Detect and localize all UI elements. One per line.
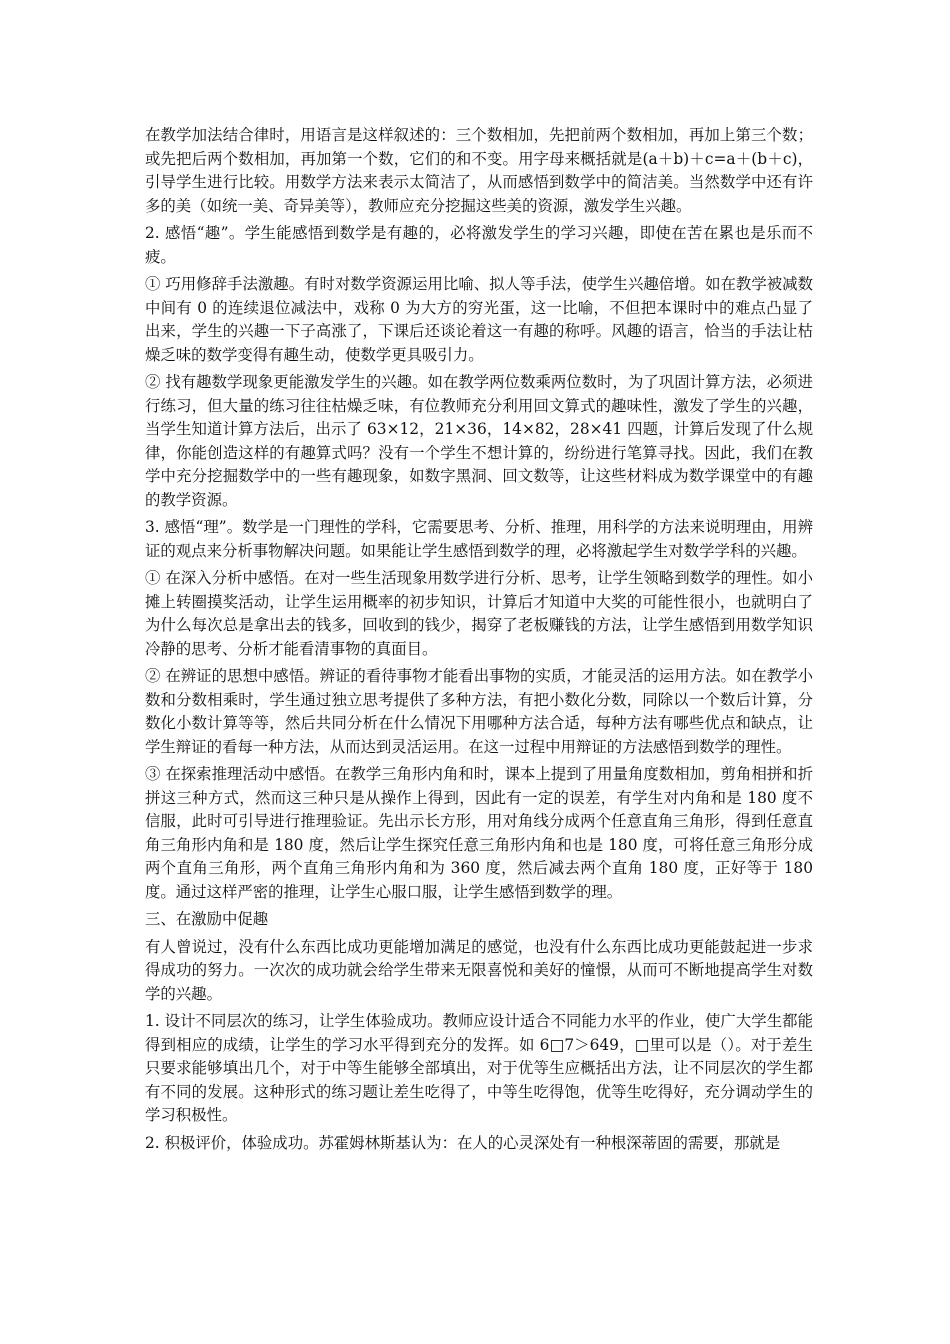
paragraph: ① 在深入分析中感悟。在对一些生活现象用数学进行分析、思考，让学生领略到数学的理性。如小摊上转圈摸奖活动，让学生运用概率的初步知识，计算后才知道中大奖的可能性很小，也就明白了为什么每次总是拿出去的钱多，回收到的钱少，揭穿了老板赚钱的方法，让学生感悟到用数学知识冷静的思考、分析才能看清事物的真面目。 xyxy=(145,569,813,658)
paragraph: 2. 积极评价，体验成功。苏霍姆林斯基认为：在人的心灵深处有一种根深蒂固的需要，那就是 xyxy=(145,1133,781,1152)
paragraph: 1. 设计不同层次的练习，让学生体验成功。教师应设计适合不同能力水平的作业，使广大学生都能得到相应的成绩，让学生的学习水平得到充分的发挥。如 6□7＞649，□里可以是（）。对于差生只要求能够填出几个，对于中等生能够全部填出，对于优等生应概括出方法，让不同层次的学生都有不同的发展。这种形式的练习题让差生吃得了，中等生吃得饱，优等生吃得好，充分调动学生的学习积极性。 xyxy=(145,1012,813,1124)
paragraph: ③ 在探索推理活动中感悟。在教学三角形内角和时，课本上提到了用量角度数相加，剪角相拼和折拼这三种方式，然而这三种只是从操作上得到，因此有一定的误差，有学生对内角和是 180 度不信服，此时可引导进行推理验证。先出示长方形，用对角线分成两个任意直角三角形，得到任意直角三角形内角和是 180 度，然后让学生探究任意三角形内角和也是 180 度，可将任意三角形分成两个直角三角形，两个直角三角形内角和为 360 度，然后减去两个直角 180 度，正好等于 180 度。通过这样严密的推理，让学生心服口服，让学生感悟到数学的理。 xyxy=(145,765,813,901)
paragraph: 有人曾说过，没有什么东西比成功更能增加满足的感觉，也没有什么东西比成功更能鼓起进一步求得成功的努力。一次次的成功就会给学生带来无限喜悦和美好的憧憬，从而可不断地提高学生对数学的兴趣。 xyxy=(145,937,813,1003)
paragraph: 在教学加法结合律时，用语言是这样叙述的：三个数相加，先把前两个数相加，再加上第三个数；或先把后两个数相加，再加第一个数，它们的和不变。用字母来概括就是(a＋b)＋c=a＋(b＋c)，引导学生进行比较。用数学方法来表示太简洁了，从而感悟到数学中的简洁美。当然数学中还有许多的美（如统一美、奇异美等），教师应充分挖掘这些美的资源，激发学生兴趣。 xyxy=(145,126,813,215)
paragraph: 2. 感悟“趣”。学生能感悟到数学是有趣的，必将激发学生的学习兴趣，即使在苦在累也是乐而不疲。 xyxy=(145,224,813,266)
document-body xyxy=(145,124,813,1159)
paragraph: ② 在辨证的思想中感悟。辨证的看待事物才能看出事物的实质，才能灵活的运用方法。如在教学小数和分数相乘时，学生通过独立思考提供了多种方法，有把小数化分数，同除以一个数后计算，分数化小数计算等等，然后共同分析在什么情况下用哪种方法合适，每种方法有哪些优点和缺点，让学生辩证的看每一种方法，从而达到灵活运用。在这一过程中用辩证的方法感悟到数学的理性。 xyxy=(145,667,813,756)
paragraph: ② 找有趣数学现象更能激发学生的兴趣。如在教学两位数乘两位数时，为了巩固计算方法，必须进行练习，但大量的练习往往枯燥乏味，有位教师充分利用回文算式的趣味性，激发了学生的兴趣，当学生知道计算方法后，出示了 63×12，21×36，14×82，28×41 四题，计算后发现了什么规律，你能创造这样的有趣算式吗？没有一个学生不想计算的，纷纷进行笔算寻找。因此，我们在教学中充分挖掘数学中的一些有趣现象，如数字黑洞、回文数等，让这些材料成为数学课堂中的有趣的教学资源。 xyxy=(145,373,813,509)
section-heading: 三、在激励中促趣 xyxy=(145,910,269,928)
paragraph: ① 巧用修辞手法激趣。有时对数学资源运用比喻、拟人等手法，使学生兴趣倍增。如在教学被减数中间有 0 的连续退位减法中，戏称 0 为大方的穷光蛋，这一比喻，不但把本课时中的难点凸显了出来，学生的兴趣一下子高涨了，下课后还谈论着这一有趣的称呼。风趣的语言，恰当的手法让枯燥乏味的数学变得有趣生动，使数学更具吸引力。 xyxy=(145,275,813,364)
paragraph: 3. 感悟“理”。数学是一门理性的学科，它需要思考、分析、推理，用科学的方法来说明理由，用辨证的观点来分析事物解决问题。如果能让学生感悟到数学的理，必将激起学生对数学学科的兴趣。 xyxy=(145,518,813,560)
